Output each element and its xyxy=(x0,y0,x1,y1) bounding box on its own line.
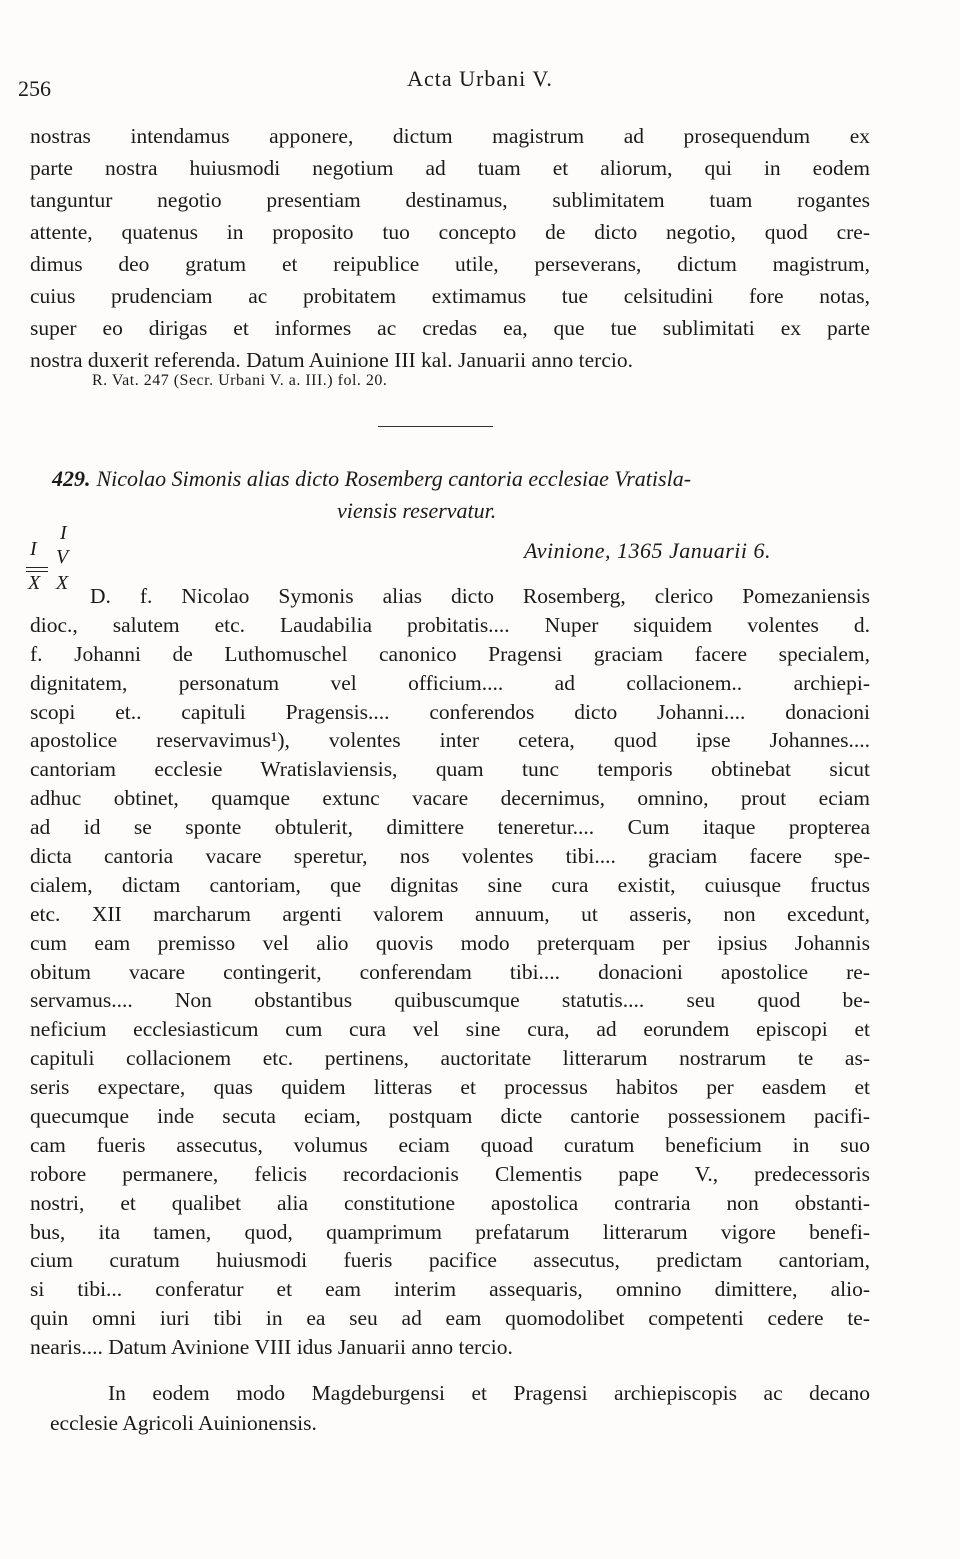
text-line: quecumque inde secuta eciam, postquam dicte cantorie possessionem pacifi- xyxy=(30,1104,870,1129)
annotation-mark: I xyxy=(30,538,37,560)
entry-date: Avinione, 1365 Januarii 6. xyxy=(524,538,772,563)
closing-paragraph xyxy=(50,1378,870,1438)
section-divider xyxy=(378,426,493,427)
entry-heading xyxy=(52,466,872,524)
paragraph-continuation xyxy=(30,120,870,376)
source-citation: R. Vat. 247 (Secr. Urbani V. a. III.) fol. 20. xyxy=(92,372,388,389)
text-line: adhuc obtinet, quamque extunc vacare decernimus, omnino, prout eciam xyxy=(30,786,870,811)
text-line: super eo dirigas et informes ac credas ea, que tue sublimitati ex parte xyxy=(30,316,870,340)
text-line: In eodem modo Magdeburgensi et Pragensi archiepiscopis ac decano xyxy=(108,1381,870,1405)
text-line: dignitatem, personatum vel officium.... ad collacionem.. archiepi- xyxy=(30,670,870,695)
text-line: ecclesie Agricoli Auinionensis. xyxy=(50,1411,317,1435)
annotation-mark: V xyxy=(56,546,69,568)
text-line: nostri, et qualibet alia constitutione apostolica contraria non obstanti- xyxy=(30,1190,870,1215)
text-line: robore permanere, felicis recordacionis Clementis pape V., predecessoris xyxy=(30,1161,870,1186)
text-line: parte nostra huiusmodi negotium ad tuam et aliorum, qui in eodem xyxy=(30,156,870,180)
text-line: etc. XII marcharum argenti valorem annuum, ut asseris, non excedunt, xyxy=(30,901,870,926)
text-line: seris expectare, quas quidem litteras et processus habitos per easdem et xyxy=(30,1075,870,1100)
text-line: quin omni iuri tibi in ea seu ad eam quomodolibet competenti cedere te- xyxy=(30,1306,870,1331)
entry-title-line: Nicolao Simonis alias dicto Rosemberg cantoria ecclesiae Vratisla- xyxy=(96,466,692,491)
text-line: D. f. Nicolao Symonis alias dicto Rosemberg, clerico Pomezaniensis xyxy=(90,584,870,608)
text-line: cialem, dictam cantoriam, que dignitas sine cura existit, cuiusque fructus xyxy=(30,872,870,897)
text-line: dioc., salutem etc. Laudabilia probitatis.... Nuper siquidem volentes d. xyxy=(30,612,870,637)
text-line: cium curatum huiusmodi fueris pacifice assecutus, predictam cantoriam, xyxy=(30,1248,870,1273)
text-line: attente, quatenus in proposito tuo concepto de dicto negotio, quod cre- xyxy=(30,220,870,244)
text-line: nearis.... Datum Avinione VIII idus Januarii anno tercio. xyxy=(30,1335,513,1360)
annotation-mark: I xyxy=(60,522,67,544)
text-line: cantoriam ecclesie Wratislaviensis, quam tunc temporis obtinebat sicut xyxy=(30,757,870,782)
text-line: scopi et.. capituli Pragensis.... conferendos dicto Johanni.... donacioni xyxy=(30,699,870,724)
annotation-mark: X xyxy=(28,572,41,594)
text-line: bus, ita tamen, quod, quamprimum prefatarum litterarum vigore benefi- xyxy=(30,1219,870,1244)
text-line: ad id se sponte obtulerit, dimittere teneretur.... Cum itaque propterea xyxy=(30,815,870,840)
text-line: tanguntur negotio presentiam destinamus, sublimitatem tuam rogantes xyxy=(30,188,870,212)
text-line: dimus deo gratum et reipublice utile, perseverans, dictum magistrum, xyxy=(30,252,870,276)
text-line: capituli collacionem etc. pertinens, auctoritate litterarum nostrarum te as- xyxy=(30,1046,870,1071)
running-title: Acta Urbani V. xyxy=(407,66,553,91)
text-line: dicta cantoria vacare speretur, nos volentes tibi.... graciam facere spe- xyxy=(30,844,870,869)
text-line: cam fueris assecutus, volumus eciam quoad curatum beneficium in suo xyxy=(30,1132,870,1157)
annotation-mark: X xyxy=(56,572,69,594)
page-number: 256 xyxy=(18,76,51,101)
entry-title-line: viensis reservatur. xyxy=(337,498,497,523)
text-line: nostras intendamus apponere, dictum magistrum ad prosequendum ex xyxy=(30,124,870,148)
text-line: f. Johanni de Luthomuschel canonico Pragensi graciam facere specialem, xyxy=(30,641,870,666)
text-line: cuius prudenciam ac probitatem extimamus tue celsitudini fore notas, xyxy=(30,284,870,308)
text-line: neficium ecclesiasticum cum cura vel sine cura, ad eorundem episcopi et xyxy=(30,1017,870,1042)
text-line: nostra duxerit referenda. Datum Auinione III kal. Januarii anno tercio. xyxy=(30,348,633,372)
entry-number: 429. xyxy=(52,466,91,491)
entry-body xyxy=(30,582,870,1362)
text-line: servamus.... Non obstantibus quibuscumque statutis.... seu quod be- xyxy=(30,988,870,1013)
text-line: si tibi... conferatur et eam interim assequaris, omnino dimittere, alio- xyxy=(30,1277,870,1302)
text-line: apostolice reservavimus¹), volentes inter cetera, quod ipse Johannes.... xyxy=(30,728,870,753)
text-line: obitum vacare contingerit, conferendam tibi.... donacioni apostolice re- xyxy=(30,959,870,984)
text-line: cum eam premisso vel alio quovis modo preterquam per ipsius Johannis xyxy=(30,930,870,955)
